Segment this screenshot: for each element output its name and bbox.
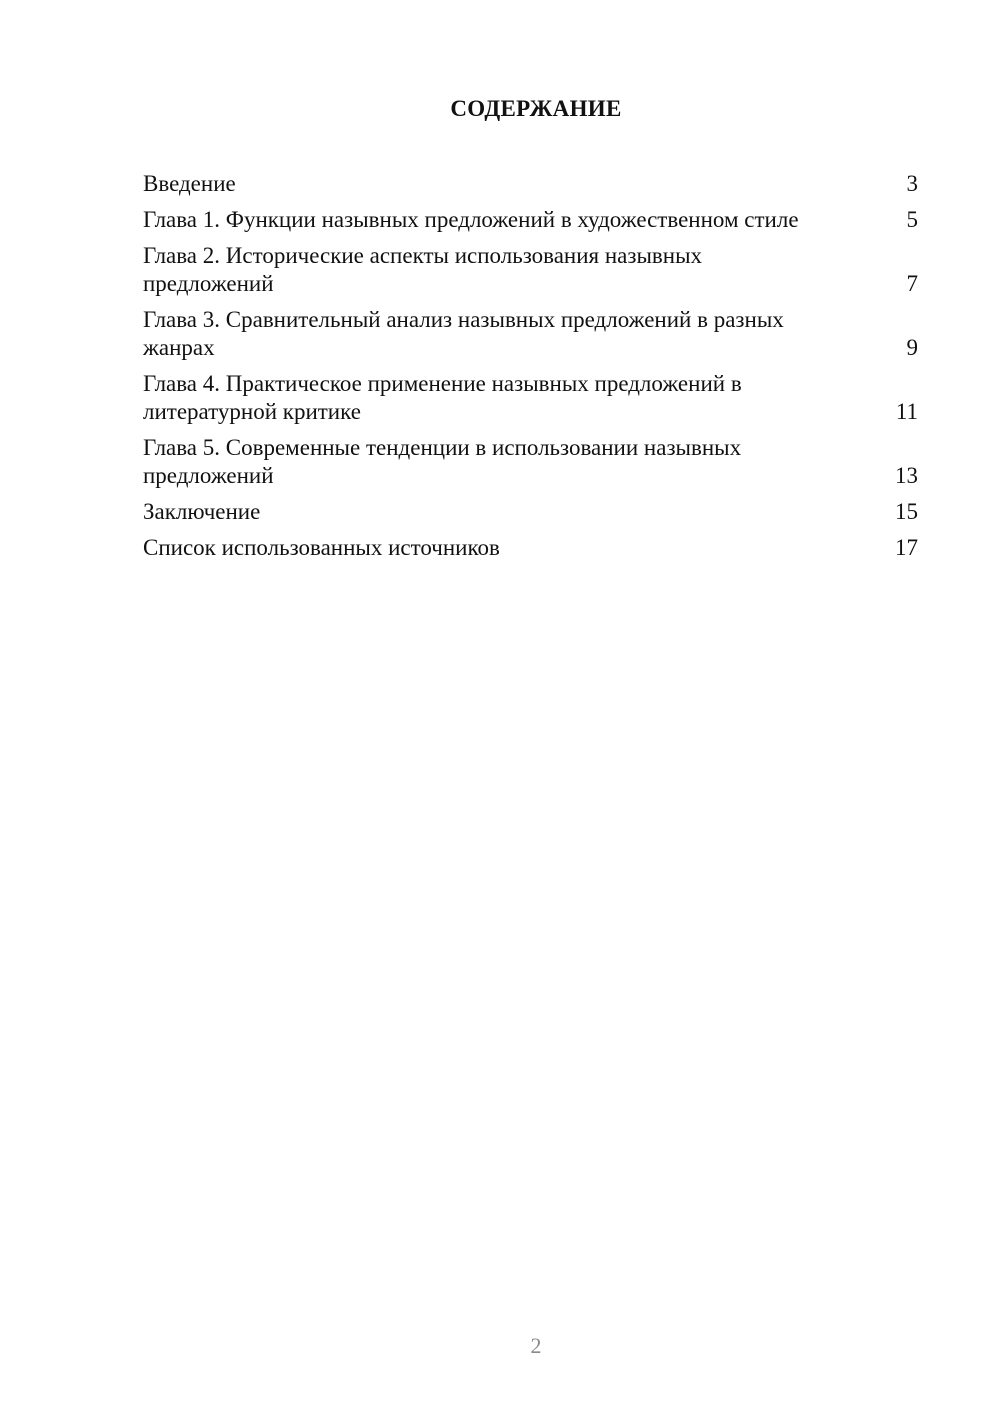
toc-entry-label: Глава 5. Современные тенденции в использовании назывных предложений — [143, 435, 742, 488]
toc-entry-label: Список использованных источников — [143, 535, 500, 560]
toc-entry-chapter-5[interactable] — [143, 434, 918, 490]
page-number: 2 — [530, 1333, 542, 1358]
toc-entry-references[interactable] — [143, 534, 918, 562]
toc-entry-page: 13 — [895, 463, 918, 488]
toc-entry-label: Заключение — [143, 499, 261, 524]
toc-entry-label: Глава 4. Практическое применение назывных предложений в литературной критике — [143, 371, 742, 424]
toc-entry-chapter-1[interactable] — [143, 206, 918, 234]
toc-entry-label: Глава 1. Функции назывных предложений в художественном стиле — [143, 207, 799, 232]
toc-entry-chapter-3[interactable] — [143, 306, 918, 362]
toc-entry-page: 3 — [906, 171, 918, 196]
toc-entry-label: Глава 2. Исторические аспекты использования назывных предложений — [143, 243, 703, 296]
toc-entry-chapter-4[interactable] — [143, 370, 918, 426]
toc-entry-page: 11 — [895, 399, 918, 424]
table-of-contents — [143, 170, 918, 570]
toc-entry-page: 17 — [895, 535, 918, 560]
toc-title: СОДЕРЖАНИЕ — [450, 96, 622, 121]
toc-entry-label: Введение — [143, 171, 236, 196]
toc-entry-page: 15 — [895, 499, 918, 524]
toc-entry-page: 5 — [906, 207, 918, 232]
toc-entry-chapter-2[interactable] — [143, 242, 918, 298]
toc-entry-label: Глава 3. Сравнительный анализ назывных предложений в разных жанрах — [143, 307, 784, 360]
toc-entry-conclusion[interactable] — [143, 498, 918, 526]
toc-entry-introduction[interactable] — [143, 170, 918, 198]
toc-entry-page: 7 — [906, 271, 918, 296]
toc-entry-page: 9 — [906, 335, 918, 360]
